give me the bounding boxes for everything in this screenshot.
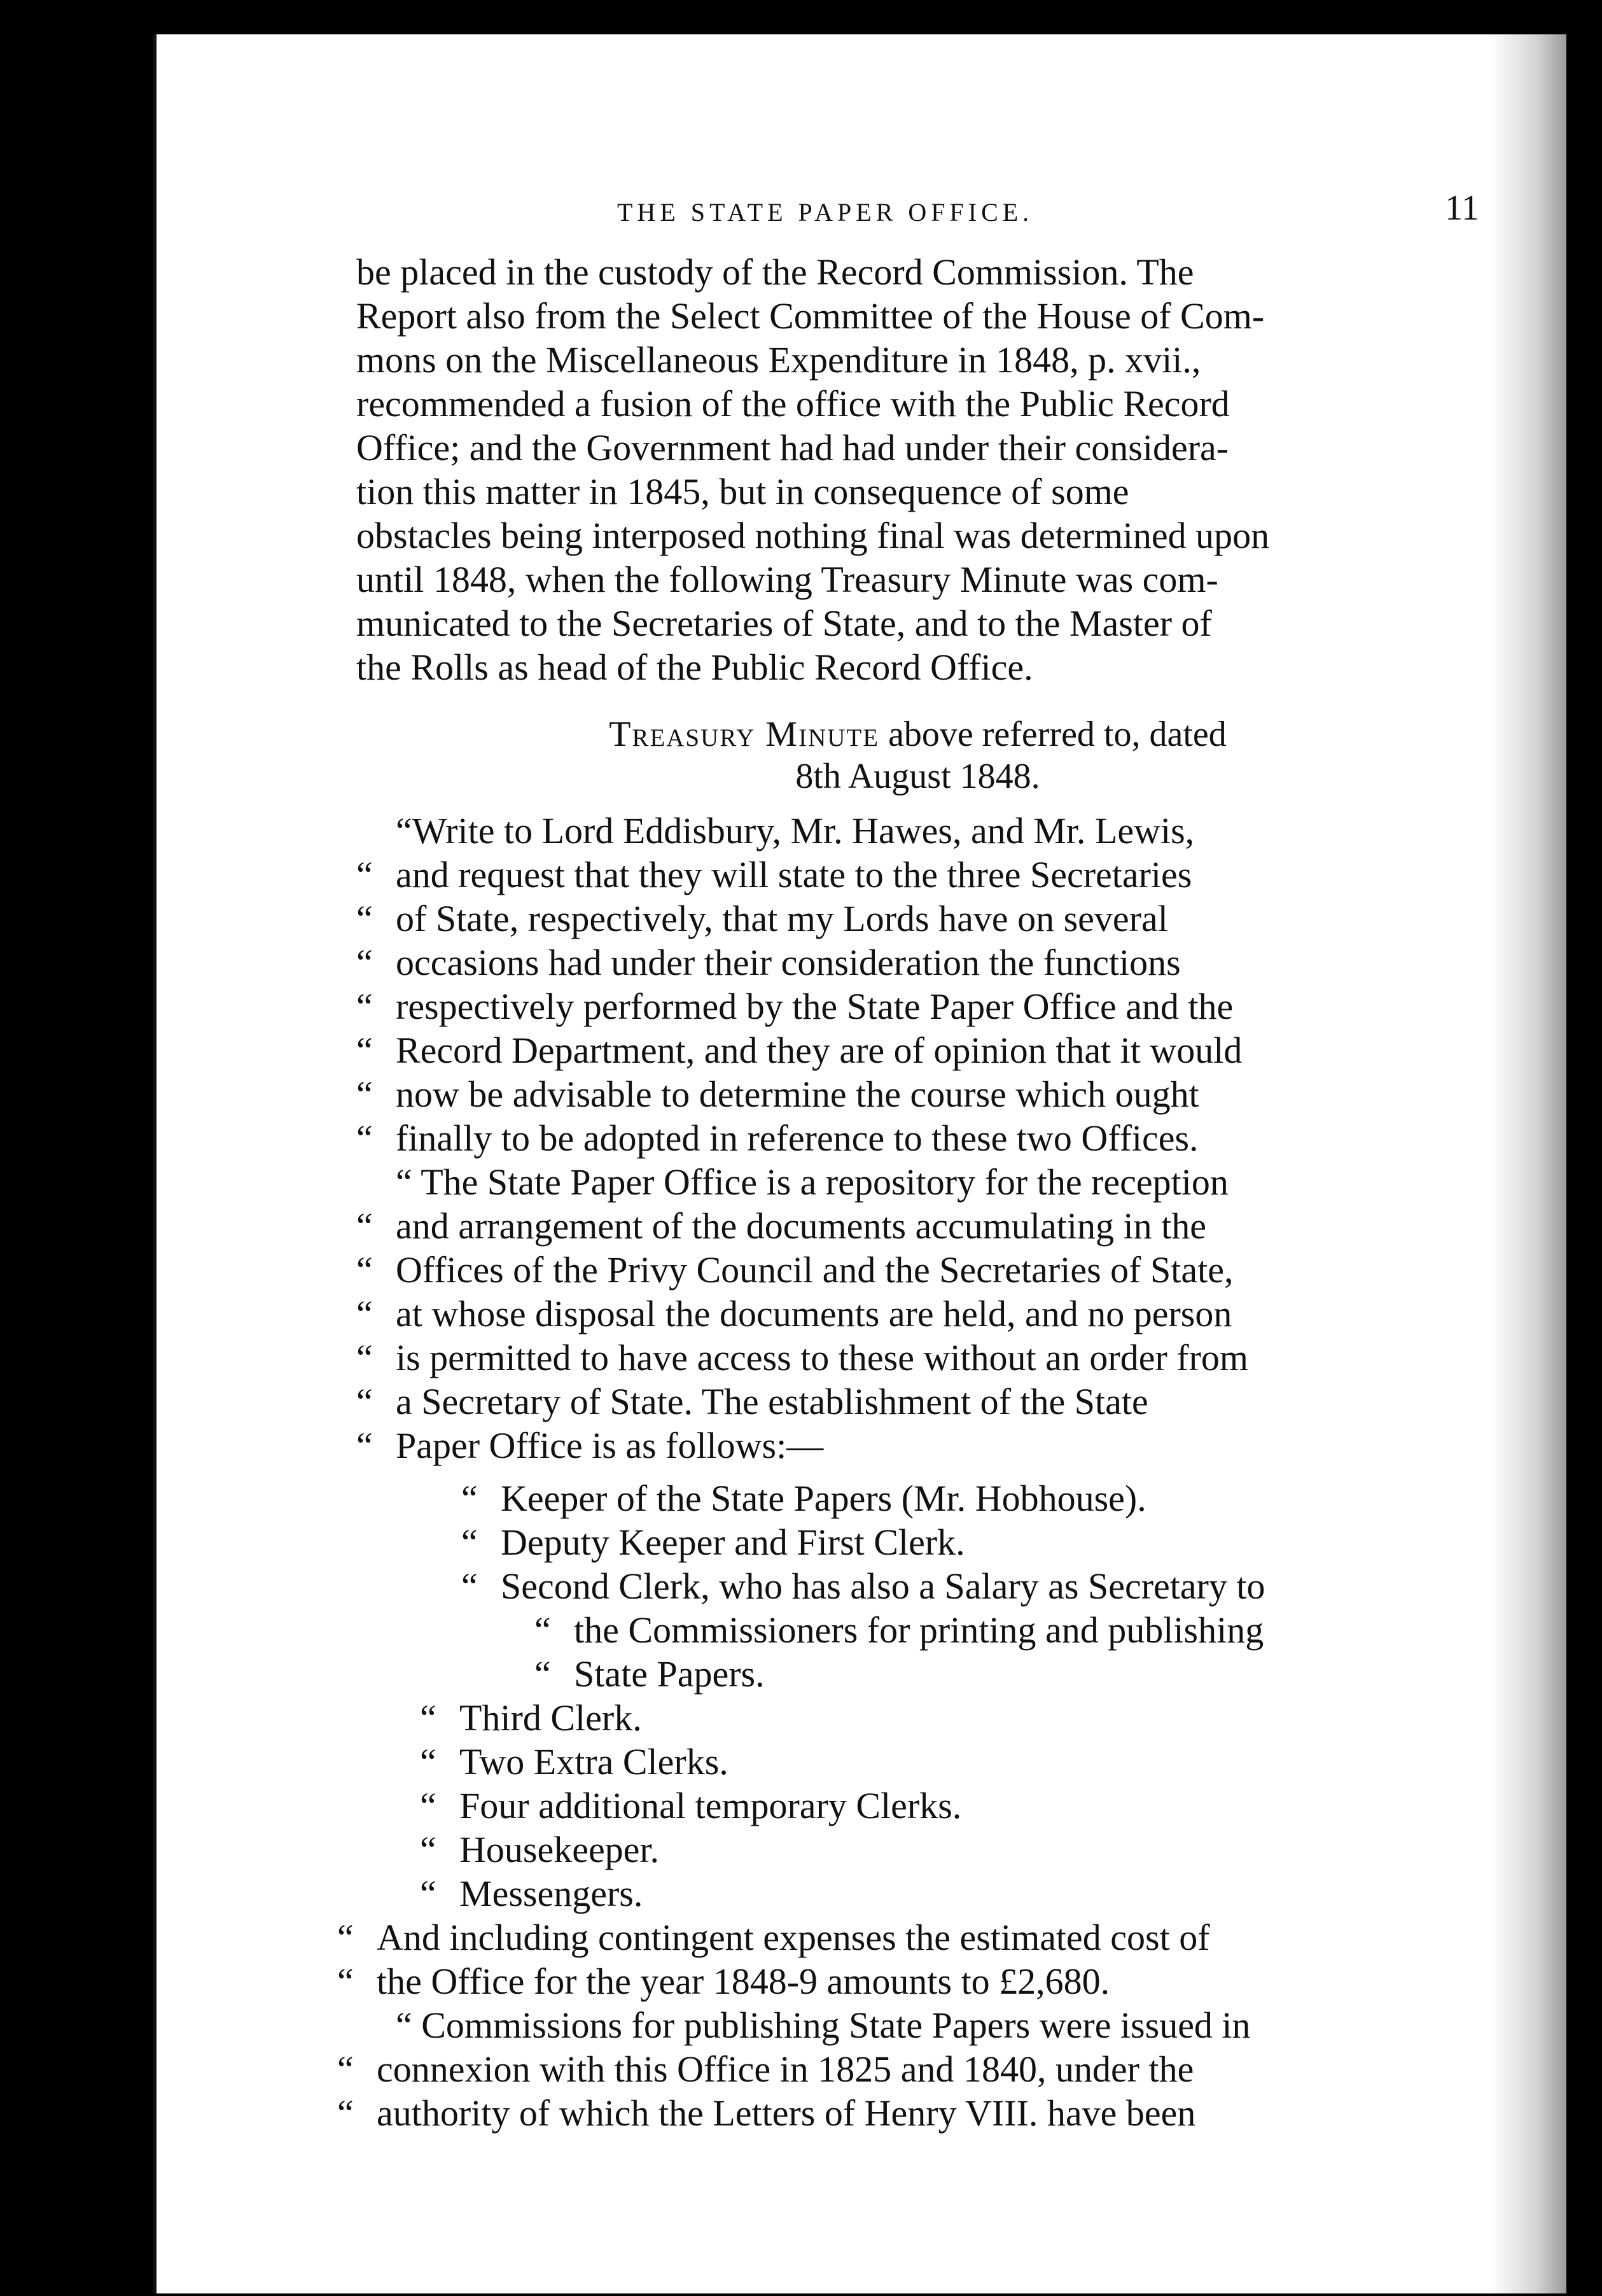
establishment-list: “ Keeper of the State Papers (Mr. Hobhouse). “ Deputy Keeper and First Clerk. “ Second Clerk, who has also a Salary as Secretary to “ the Commissioners for printing and publishing “ State Papers. “ Third Clerk. “ Two Extra Clerks. “ Four additional temporary Clerks. “ Housekeeper. “ Messengers. bbox=[420, 1478, 1265, 1914]
list-item: State Papers. bbox=[574, 1653, 765, 1695]
minute-line: connexion with this Office in 1825 and 1840, under the bbox=[377, 2048, 1194, 2090]
intro-line: be placed in the custody of the Record Commission. The bbox=[356, 251, 1194, 293]
page-number: 11 bbox=[1445, 188, 1479, 228]
intro-line: municated to the Secretaries of State, and to the Master of bbox=[356, 603, 1212, 644]
list-item: Housekeeper. bbox=[459, 1829, 660, 1870]
heading-rest: above referred to, dated bbox=[879, 715, 1227, 754]
list-item: the Commissioners for printing and publishing bbox=[574, 1609, 1264, 1651]
intro-line: until 1848, when the following Treasury Minute was com- bbox=[356, 559, 1218, 600]
list-item: Two Extra Clerks. bbox=[459, 1741, 728, 1782]
page-text bbox=[337, 188, 1479, 2135]
minute-line: Offices of the Privy Council and the Secretaries of State, bbox=[396, 1249, 1234, 1291]
heading-small-caps: Treasury Minute bbox=[609, 715, 880, 754]
running-head: THE STATE PAPER OFFICE. bbox=[617, 198, 1034, 227]
heading-date: 8th August 1848. bbox=[795, 757, 1040, 796]
list-item: Third Clerk. bbox=[459, 1697, 642, 1739]
minute-line: Paper Office is as follows:— bbox=[396, 1425, 824, 1466]
list-item: Four additional temporary Clerks. bbox=[459, 1785, 962, 1826]
minute-line: The State Paper Office is a repository for the reception bbox=[421, 1161, 1229, 1203]
list-item: Keeper of the State Papers (Mr. Hobhouse). bbox=[501, 1478, 1146, 1519]
minute-paragraph-4: “ Commissions for publishing State Papers were issued in “ connexion with this Office in 1825 and 1840, under the “ authority of which the Letters of Henry VIII. have been bbox=[337, 2005, 1251, 2134]
minute-line: and request that they will state to the three Secretaries bbox=[396, 854, 1192, 895]
minute-paragraph-2: “ The State Paper Office is a repository for the reception “ and arrangement of the documents accumulating in the “ Offices of the Privy Council and the Secretaries of State, “ at whose disposal the documents are held, and no person “ is permitted to have access to these without an order from “ a Secretary of State. The establishment of the State “ Paper Office is as follows:— bbox=[356, 1161, 1249, 1466]
intro-line: mons on the Miscellaneous Expenditure in 1848, p. xvii., bbox=[356, 339, 1201, 381]
minute-line: a Secretary of State. The establishment of the State bbox=[396, 1381, 1148, 1422]
minute-line: Write to Lord Eddisbury, Mr. Hawes, and Mr. Lewis, bbox=[412, 810, 1195, 851]
gutter-shadow bbox=[1490, 34, 1566, 2293]
intro-line: tion this matter in 1845, but in consequence of some bbox=[356, 471, 1129, 512]
minute-line: now be advisable to determine the course which ought bbox=[396, 1074, 1199, 1115]
minute-line: is permitted to have access to these without an order from bbox=[396, 1337, 1249, 1378]
intro-paragraph bbox=[356, 250, 1479, 689]
minute-line: Record Department, and they are of opinion that it would bbox=[396, 1030, 1243, 1071]
minute-line: respectively performed by the State Paper Office and the bbox=[396, 986, 1234, 1027]
minute-line: of State, respectively, that my Lords have on several bbox=[396, 898, 1168, 939]
minute-line: the Office for the year 1848-9 amounts to £2,680. bbox=[377, 1961, 1110, 2002]
intro-line: the Rolls as head of the Public Record Office. bbox=[356, 647, 1033, 688]
intro-line: recommended a fusion of the office with the Public Record bbox=[356, 383, 1230, 424]
minute-heading bbox=[356, 713, 1479, 797]
minute-line: authority of which the Letters of Henry VIII. have been bbox=[377, 2092, 1196, 2134]
minute-line: occasions had under their consideration the functions bbox=[396, 942, 1181, 983]
intro-line: obstacles being interposed nothing final was determined upon bbox=[356, 515, 1270, 556]
list-item: Deputy Keeper and First Clerk. bbox=[501, 1522, 965, 1563]
page-left-edge bbox=[153, 34, 157, 2293]
minute-line: Commissions for publishing State Papers were issued in bbox=[421, 2005, 1251, 2046]
intro-line: Office; and the Government had had under their considera- bbox=[356, 427, 1229, 468]
minute-line: And including contingent expenses the estimated cost of bbox=[377, 1917, 1210, 1958]
book-page bbox=[153, 34, 1566, 2293]
minute-line: finally to be adopted in reference to these two Offices. bbox=[396, 1117, 1199, 1159]
list-item: Second Clerk, who has also a Salary as Secretary to bbox=[501, 1565, 1265, 1607]
intro-line: Report also from the Select Committee of the House of Com- bbox=[356, 295, 1265, 337]
page-header bbox=[356, 190, 1479, 231]
minute-line: at whose disposal the documents are held, and no person bbox=[396, 1293, 1232, 1334]
minute-paragraph-3: “ And including contingent expenses the estimated cost of “ the Office for the year 1848-9 amounts to £2,680. bbox=[337, 1917, 1210, 2002]
minute-paragraph-1: “Write to Lord Eddisbury, Mr. Hawes, and Mr. Lewis, “ and request that they will state to the three Secretaries “ of State, respectively, that my Lords have on several “ occasions had under their consideration the functions “ respectively performed by the State Paper Office and the “ Record Department, and they are of opinion that it would “ now be advisable to determine the course which ought “ finally to be adopted in reference to these two Offices. bbox=[356, 810, 1243, 1159]
list-item: Messengers. bbox=[459, 1873, 643, 1914]
minute-line: and arrangement of the documents accumulating in the bbox=[396, 1205, 1206, 1247]
